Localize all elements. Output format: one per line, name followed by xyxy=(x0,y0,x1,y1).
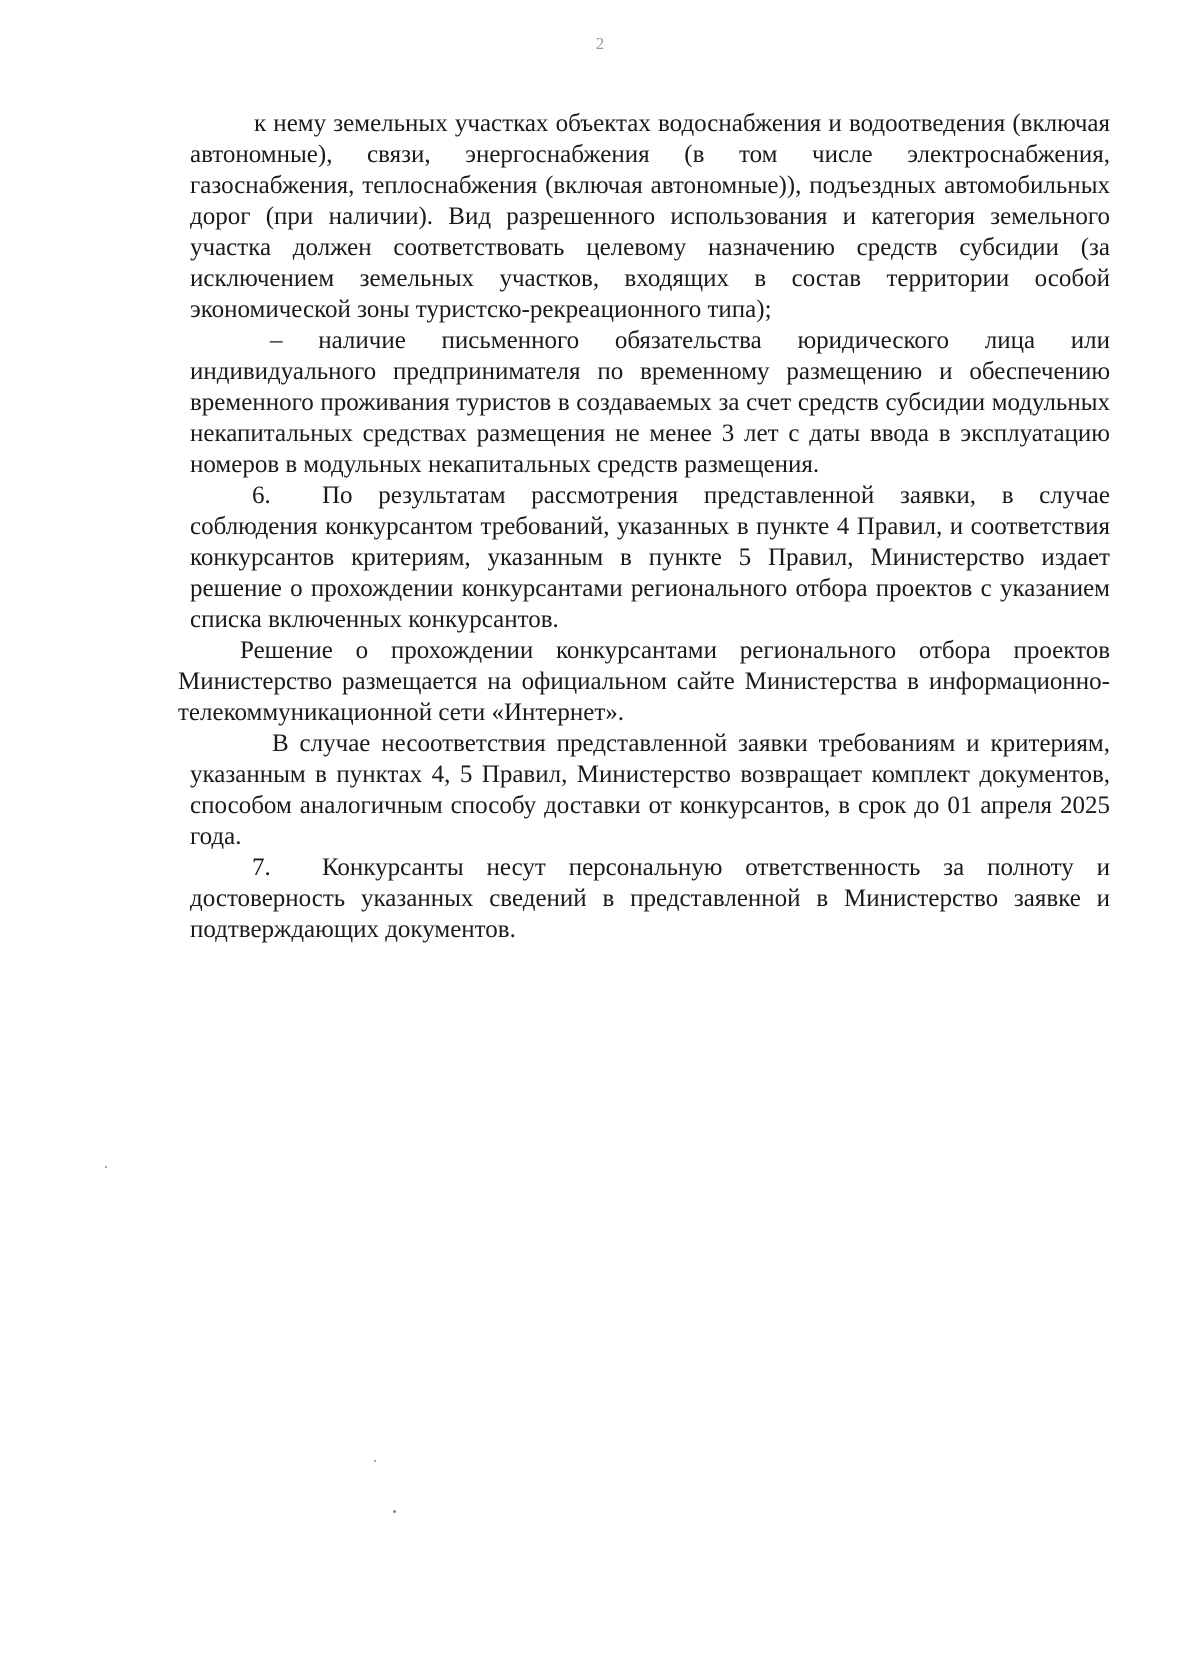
paragraph-item-6 xyxy=(190,480,1110,635)
item-number-6: 6. xyxy=(252,482,271,509)
paragraph-written-obligation: – наличие письменного обязательства юридического лица или индивидуального предпринимателя по временному размещению и обеспечению временного проживания туристов в создаваемых за счет средств субсидии модульных некапитальных средствах размещения не менее 3 лет с даты ввода в эксплуатацию номеров в модульных некапитальных средств размещения. xyxy=(190,327,1110,478)
scan-speck xyxy=(374,1460,376,1462)
paragraph-decision-publication: Решение о прохождении конкурсантами регионального отбора проектов Министерство размещается на официальном сайте Министерства в информационно-телекоммуникационной сети «Интернет». xyxy=(178,637,1110,726)
page-number: 2 xyxy=(595,34,605,53)
item-number-7: 7. xyxy=(252,854,271,881)
document-body xyxy=(178,108,1110,945)
paragraph-return-of-documents: В случае несоответствия представленной заявки требованиям и критериям, указанным в пунктах 4, 5 Правил, Министерство возвращает комплект документов, способом аналогичным способу доставки от конкурсантов, в срок до 01 апреля 2025 года. xyxy=(190,730,1110,850)
item-7-text: Конкурсанты несут персональную ответственность за полноту и достоверность указанных сведений в представленной в Министерство заявке и подтверждающих документов. xyxy=(190,854,1110,943)
paragraph-item-7 xyxy=(190,852,1110,945)
scan-speck xyxy=(105,1166,107,1168)
paragraph-land-plot-requirements: к нему земельных участках объектах водоснабжения и водоотведения (включая автономные), связи, энергоснабжения (в том числе электроснабжения, газоснабжения, теплоснабжения (включая автономные)), подъездных автомобильных дорог (при наличии). Вид разрешенного использования и категория земельного участка должен соответствовать целевому назначению средств субсидии (за исключением земельных участков, входящих в состав территории особой экономической зоны туристско-рекреационного типа); xyxy=(190,110,1110,323)
scan-speck xyxy=(393,1510,396,1513)
item-6-text: По результатам рассмотрения представленной заявки, в случае соблюдения конкурсантом требований, указанных в пункте 4 Правил, и соответствия конкурсантов критериям, указанным в пункте 5 Правил, Министерство издает решение о прохождении конкурсантами регионального отбора проектов с указанием списка включенных конкурсантов. xyxy=(190,482,1110,633)
